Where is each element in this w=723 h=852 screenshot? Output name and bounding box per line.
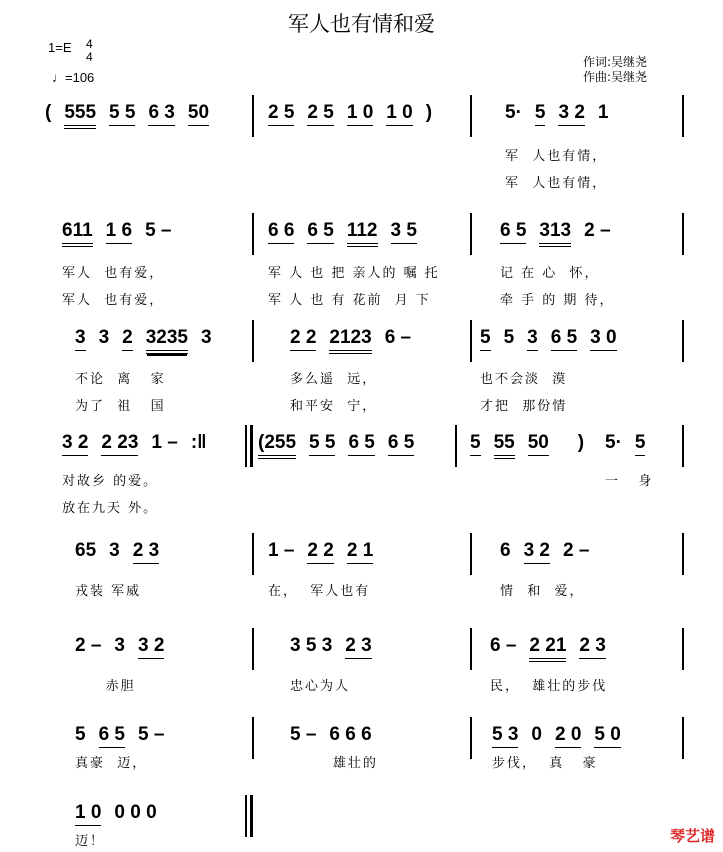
- note-group: 5: [635, 433, 646, 456]
- note-group: 5·: [505, 102, 522, 123]
- note-group: 3 0: [590, 328, 616, 351]
- measure: [605, 433, 645, 456]
- note-group: 2 1: [347, 541, 373, 564]
- measure: [75, 725, 164, 748]
- lyric-line: 才把 那份情: [480, 399, 568, 414]
- note-group: 2123: [329, 328, 371, 354]
- measure: [62, 433, 207, 456]
- lyric-line: 一 身: [605, 474, 654, 489]
- bar-line: [252, 213, 254, 255]
- note-group: (255: [258, 433, 296, 459]
- note-group: 65: [75, 540, 97, 561]
- note-group: 5 5: [109, 103, 135, 126]
- lyric-line: 真豪 迈，: [75, 756, 148, 771]
- lyric-line: 军 人 也 有 花前 月 下: [268, 293, 431, 308]
- measure: [470, 433, 584, 459]
- note-group: 6 –: [384, 327, 412, 348]
- note-group: 2 3: [345, 636, 371, 659]
- note-group: 6 3: [148, 103, 174, 126]
- note-group: 313: [539, 221, 571, 247]
- note-group: 555: [64, 103, 96, 129]
- note-group: 5 5: [309, 433, 335, 456]
- bar-line: [470, 717, 472, 759]
- measure: [75, 328, 212, 354]
- lyric-line: 多么遥 远，: [290, 372, 378, 387]
- note-group: 6 6: [268, 221, 294, 244]
- tempo-marking: ♩=106: [52, 70, 95, 85]
- note-group: 50: [188, 103, 209, 126]
- lyric-line: 军 人 也 把 亲人的 嘱 托: [268, 266, 440, 281]
- note-group: 0 0 0: [114, 802, 157, 823]
- note-group: 6 5: [348, 433, 374, 456]
- bar-line: [682, 533, 684, 575]
- measure: [258, 433, 414, 459]
- note-group: 2: [122, 328, 133, 351]
- note-group: :‖: [190, 432, 207, 453]
- bar-line: [250, 425, 253, 467]
- note-group: 6 5: [307, 221, 333, 244]
- time-bottom: 4: [86, 50, 93, 64]
- note-group: 0: [531, 724, 542, 745]
- note-group: 2 0: [555, 725, 581, 748]
- note-group: 3: [98, 327, 110, 348]
- note-group: 50: [528, 433, 549, 456]
- note-group: 5·: [605, 432, 622, 453]
- measure: [75, 636, 164, 659]
- lyric-line: 戎装 军威: [75, 584, 142, 599]
- note-group: (: [45, 102, 52, 123]
- bar-line: [245, 425, 247, 467]
- bar-line: [470, 320, 472, 362]
- note-group: 3: [201, 327, 212, 348]
- watermark-logo: 琴艺谱: [669, 827, 715, 845]
- lyric-line: 忠心为人: [290, 679, 351, 694]
- lyric-line: 放在九天 外。: [62, 501, 159, 516]
- bar-line: [250, 795, 253, 837]
- measure: [268, 541, 373, 564]
- bar-line: [252, 533, 254, 575]
- note-group: ): [561, 432, 585, 453]
- lyric-line: 军 人也有情，: [505, 149, 608, 164]
- bar-line: [245, 795, 247, 837]
- note-group: 1 6: [106, 221, 132, 244]
- bar-line: [470, 95, 472, 137]
- bar-line: [455, 425, 457, 467]
- note-group: 6 6 6: [329, 724, 372, 745]
- bar-line: [682, 320, 684, 362]
- note-group: 2 –: [75, 635, 102, 656]
- composer-credit: 作曲:吴继尧: [583, 70, 648, 84]
- note-group: 611: [62, 221, 93, 247]
- bar-line: [252, 320, 254, 362]
- lyric-line: 军人 也有爱，: [62, 293, 165, 308]
- note-group: 6 –: [490, 635, 517, 656]
- lyric-line: 不论 离 家: [75, 372, 166, 387]
- measure: [490, 636, 606, 662]
- measure: [75, 803, 157, 826]
- bar-line: [252, 628, 254, 670]
- note-group: 3 5 3: [290, 635, 333, 656]
- lyric-line: 也不会淡 漠: [480, 372, 568, 387]
- note-group: 5 –: [138, 724, 165, 745]
- note-group: 2 5: [268, 103, 294, 126]
- note-group: 5 –: [145, 220, 172, 241]
- note-group: 55: [494, 433, 515, 459]
- note-group: 2 2: [290, 328, 316, 351]
- measure: [75, 541, 159, 564]
- note-group: 5: [480, 328, 491, 351]
- note-group: 2 5: [307, 103, 333, 126]
- note-group: 6 5: [388, 433, 414, 456]
- note-group: 3: [527, 328, 538, 351]
- note-group: 6 5: [99, 725, 125, 748]
- note-group: 2 –: [584, 220, 611, 241]
- lyric-line: 迈！: [75, 834, 106, 849]
- note-group: 5: [535, 103, 546, 126]
- note-group: 1 0: [75, 803, 101, 826]
- lyric-line: 军人 也有爱，: [62, 266, 165, 281]
- note-group: 3: [114, 635, 125, 656]
- time-top: 4: [86, 37, 93, 51]
- lyric-line: 和平安 宁，: [290, 399, 378, 414]
- note-group: 5: [470, 433, 481, 456]
- lyric-line: 记 在 心 怀，: [500, 266, 600, 281]
- bar-line: [470, 213, 472, 255]
- note-group: 2 3: [579, 636, 605, 659]
- note-group: 1 0: [386, 103, 412, 126]
- note-group: 2 2: [307, 541, 333, 564]
- note-group: ): [425, 102, 433, 123]
- note-group: 6 5: [500, 221, 526, 244]
- measure: [500, 541, 589, 564]
- note-group: 1 0: [347, 103, 373, 126]
- bar-line: [470, 533, 472, 575]
- note-group: 5 3: [492, 725, 518, 748]
- note-group: 3235: [146, 328, 188, 354]
- lyric-line: 在， 军人也有: [268, 584, 371, 599]
- song-title: 军人也有情和爱: [288, 12, 435, 36]
- note-group: 3 2: [138, 636, 164, 659]
- note-group: 3: [109, 540, 120, 561]
- measure: [268, 221, 417, 247]
- bar-line: [682, 95, 684, 137]
- note-group: 2 –: [563, 540, 590, 561]
- note-group: 3 2: [62, 433, 88, 456]
- note-group: 3: [75, 328, 86, 351]
- note-group: 3 5: [391, 221, 417, 244]
- lyric-line: 对故乡 的爱。: [62, 474, 159, 489]
- bar-line: [682, 425, 684, 467]
- lyric-line: 情 和 爱，: [500, 584, 585, 599]
- note-group: 5 –: [290, 724, 317, 745]
- key-signature: 1=E: [48, 40, 72, 55]
- note-group: 2 23: [101, 433, 138, 456]
- bar-line: [252, 717, 254, 759]
- note-group: 2 3: [133, 541, 159, 564]
- bar-line: [682, 213, 684, 255]
- measure: [290, 328, 411, 354]
- time-signature: [86, 38, 93, 64]
- note-group: 1 –: [151, 432, 178, 453]
- note-group: 3 2: [524, 541, 550, 564]
- note-group: 5: [75, 724, 86, 745]
- lyric-line: 步伐， 真 豪: [492, 756, 598, 771]
- lyric-line: 军 人也有情，: [505, 176, 608, 191]
- note-group: 1 –: [268, 540, 295, 561]
- measure: [268, 103, 432, 126]
- measure: [500, 221, 611, 247]
- lyricist-credit: 作词:吴继尧: [583, 55, 648, 69]
- note-group: 5: [503, 327, 515, 348]
- note-group: 112: [347, 221, 378, 247]
- measure: [290, 725, 372, 747]
- note-group: 3 2: [558, 103, 584, 126]
- measure: [505, 103, 608, 126]
- note-group: 1: [597, 102, 609, 123]
- bar-line: [470, 628, 472, 670]
- measure: [45, 103, 209, 129]
- bar-line: [682, 717, 684, 759]
- measure: [290, 636, 372, 659]
- measure: [492, 725, 621, 748]
- note-group: 5 0: [594, 725, 620, 748]
- measure: [62, 221, 172, 247]
- bar-line: [682, 628, 684, 670]
- lyric-line: 雄壮的: [290, 756, 378, 771]
- note-group: 2 21: [529, 636, 566, 662]
- measure: [480, 328, 617, 351]
- lyric-line: 牵 手 的 期 待，: [500, 293, 615, 308]
- bar-line: [252, 95, 254, 137]
- note-group: 6: [500, 540, 511, 561]
- lyric-line: 为了 祖 国: [75, 399, 166, 414]
- note-group: 6 5: [551, 328, 577, 351]
- lyric-line: 民， 雄壮的步伐: [490, 679, 608, 694]
- lyric-line: 赤胆: [75, 679, 136, 694]
